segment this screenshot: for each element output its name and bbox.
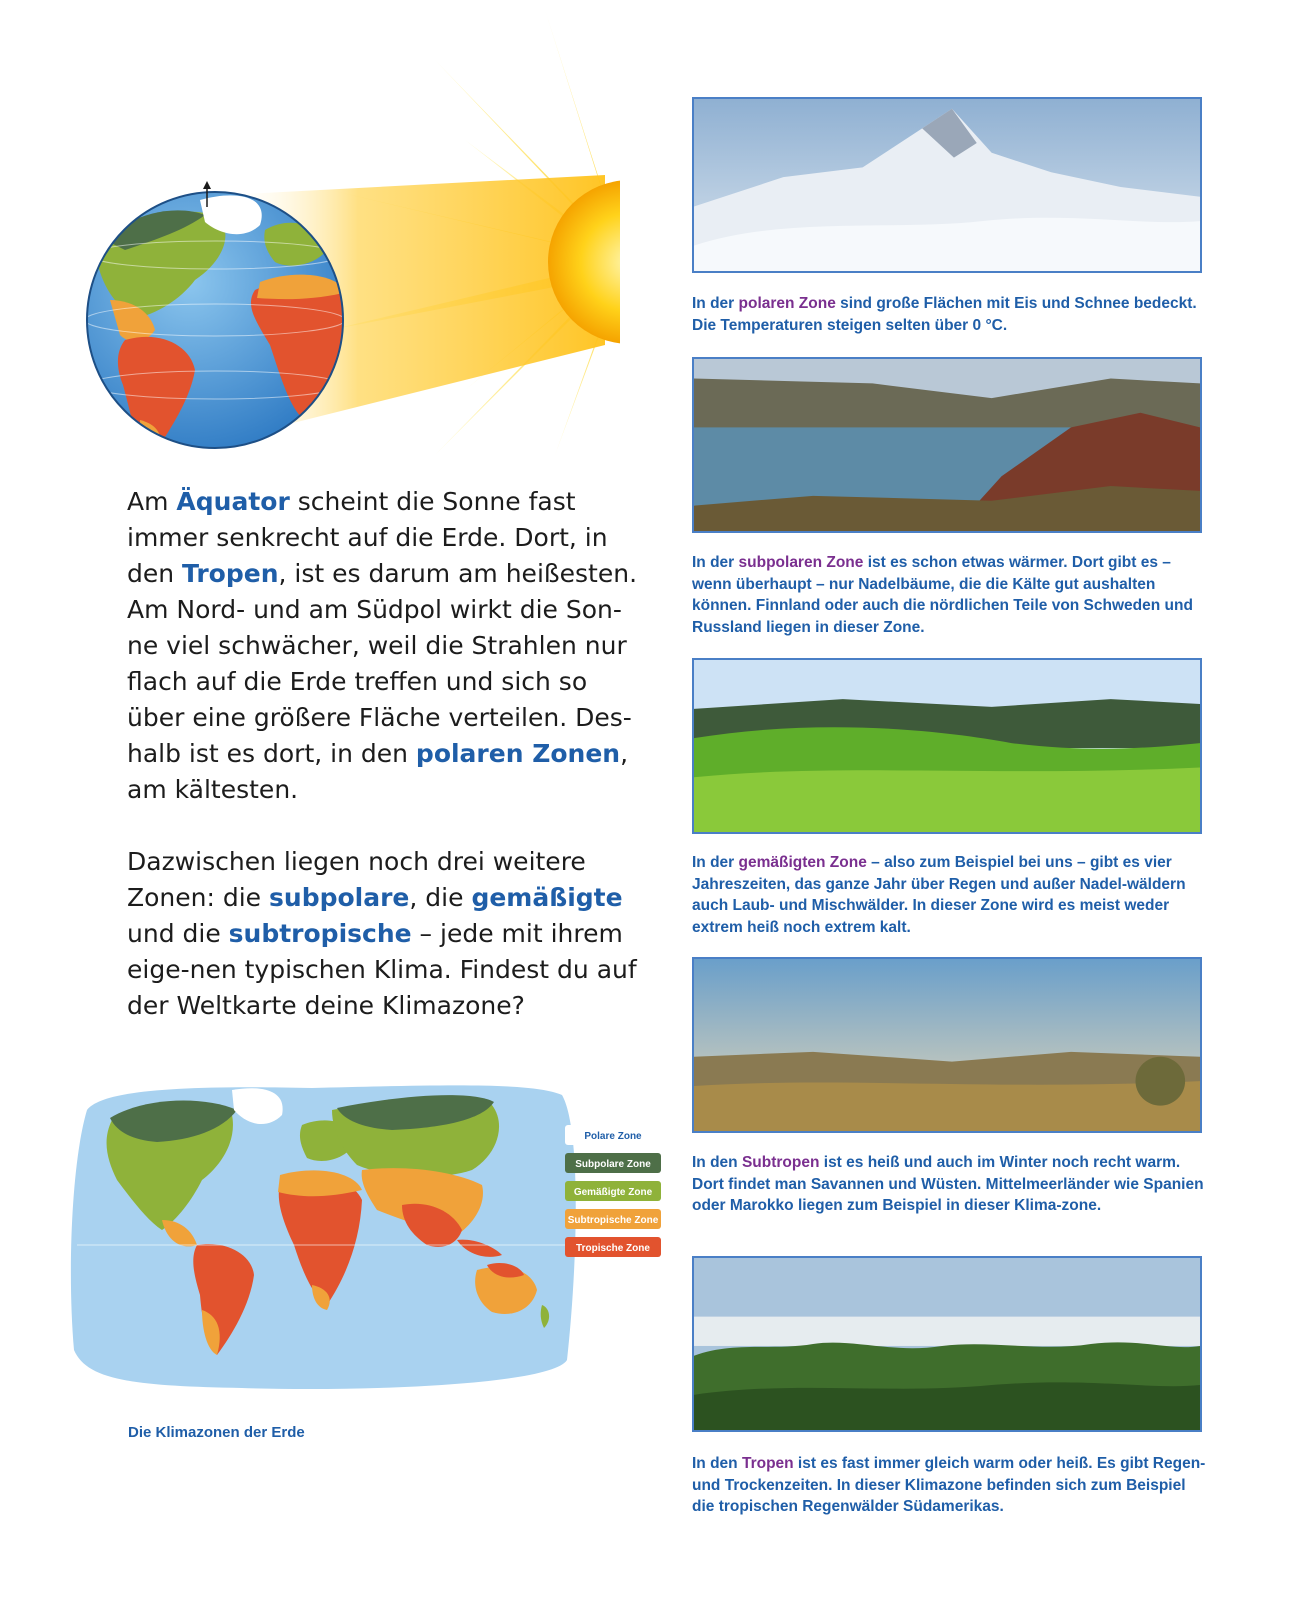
legend-subpolare-zone xyxy=(565,1153,661,1173)
photo-subtropical-zone xyxy=(692,957,1202,1133)
caption-subpolar-zone: In der subpolaren Zone ist es schon etwas wärmer. Dort gibt es – wenn überhaupt – nur Nadelbäume, die die Kälte gut aushalten können. Finnland oder auch die nördlichen Teile von Schweden und Russland liegen in dieser Zone. xyxy=(692,554,1193,636)
sun-globe-illustration xyxy=(85,0,640,455)
svg-text:Polare Zone: Polare Zone xyxy=(584,1131,642,1142)
keyword-polare-zonen: polaren Zonen xyxy=(415,739,621,768)
photo-polar-zone xyxy=(692,97,1202,273)
map-caption: Die Klimazonen der Erde xyxy=(128,1424,305,1441)
paragraph-zones: Dazwischen liegen noch drei weitere Zonen: die subpolare, die gemäßigte und die subtropische – jede mit ihrem eige-nen typischen Klima. Findest du auf der Weltkarte deine Klimazone? xyxy=(127,847,637,1020)
caption-polar-zone: In der polaren Zone sind große Flächen mit Eis und Schnee bedeckt. Die Temperaturen steigen selten über 0 °C. xyxy=(692,295,1197,334)
svg-text:Tropische Zone: Tropische Zone xyxy=(576,1243,650,1254)
legend-subtropische-zone xyxy=(565,1209,661,1229)
photo-tropical-zone xyxy=(692,1256,1202,1432)
caption-temperate-zone: In der gemäßigten Zone – also zum Beispiel bei uns – gibt es vier Jahreszeiten, das ganze Jahr über Regen und außer Nadel-wäldern auch Laub- und Mischwälder. In dieser Zone wird es meist weder extrem heiß noch extrem kalt. xyxy=(692,854,1186,936)
caption-subtropical-zone: In den Subtropen ist es heiß und auch im Winter noch recht warm. Dort findet man Savannen und Wüsten. Mittelmeerländer wie Spanien oder Marokko liegen zum Beispiel in dieser Klima-zone. xyxy=(692,1154,1204,1214)
keyword-subpolare: subpolare xyxy=(269,883,410,912)
keyword-subtropische: subtropische xyxy=(228,919,412,948)
svg-text:Subtropische Zone: Subtropische Zone xyxy=(567,1215,659,1226)
svg-text:Subpolare Zone: Subpolare Zone xyxy=(575,1159,651,1170)
world-climate-map xyxy=(62,1070,682,1410)
keyword-aequator: Äquator xyxy=(176,487,290,516)
keyword-gemaessigte: gemäßigte xyxy=(471,883,623,912)
photo-subpolar-zone xyxy=(692,357,1202,533)
map-legend xyxy=(565,1125,661,1257)
photo-temperate-zone xyxy=(692,658,1202,834)
svg-text:Gemäßigte Zone: Gemäßigte Zone xyxy=(573,1187,653,1198)
legend-polare-zone xyxy=(565,1125,661,1145)
legend-gemaessigte-zone xyxy=(565,1181,661,1201)
legend-tropische-zone xyxy=(565,1237,661,1257)
paragraph-equator: Am Äquator scheint die Sonne fast immer senkrecht auf die Erde. Dort, in den Tropen, ist es darum am heißesten. Am Nord- und am Südpol wirkt die Son-ne viel schwächer, weil die Strahlen nur flach auf die Erde treffen und sich so über eine größere Fläche verteilen. Des-halb ist es dort, in den polaren Zonen, am kältesten. xyxy=(127,487,638,804)
caption-tropical-zone: In den Tropen ist es fast immer gleich warm oder heiß. Es gibt Regen- und Trockenzeiten. In dieser Klimazone befinden sich zum Beispiel die tropischen Regenwälder Südamerikas. xyxy=(692,1455,1206,1515)
main-text xyxy=(127,484,647,1024)
keyword-tropen: Tropen xyxy=(182,559,279,588)
